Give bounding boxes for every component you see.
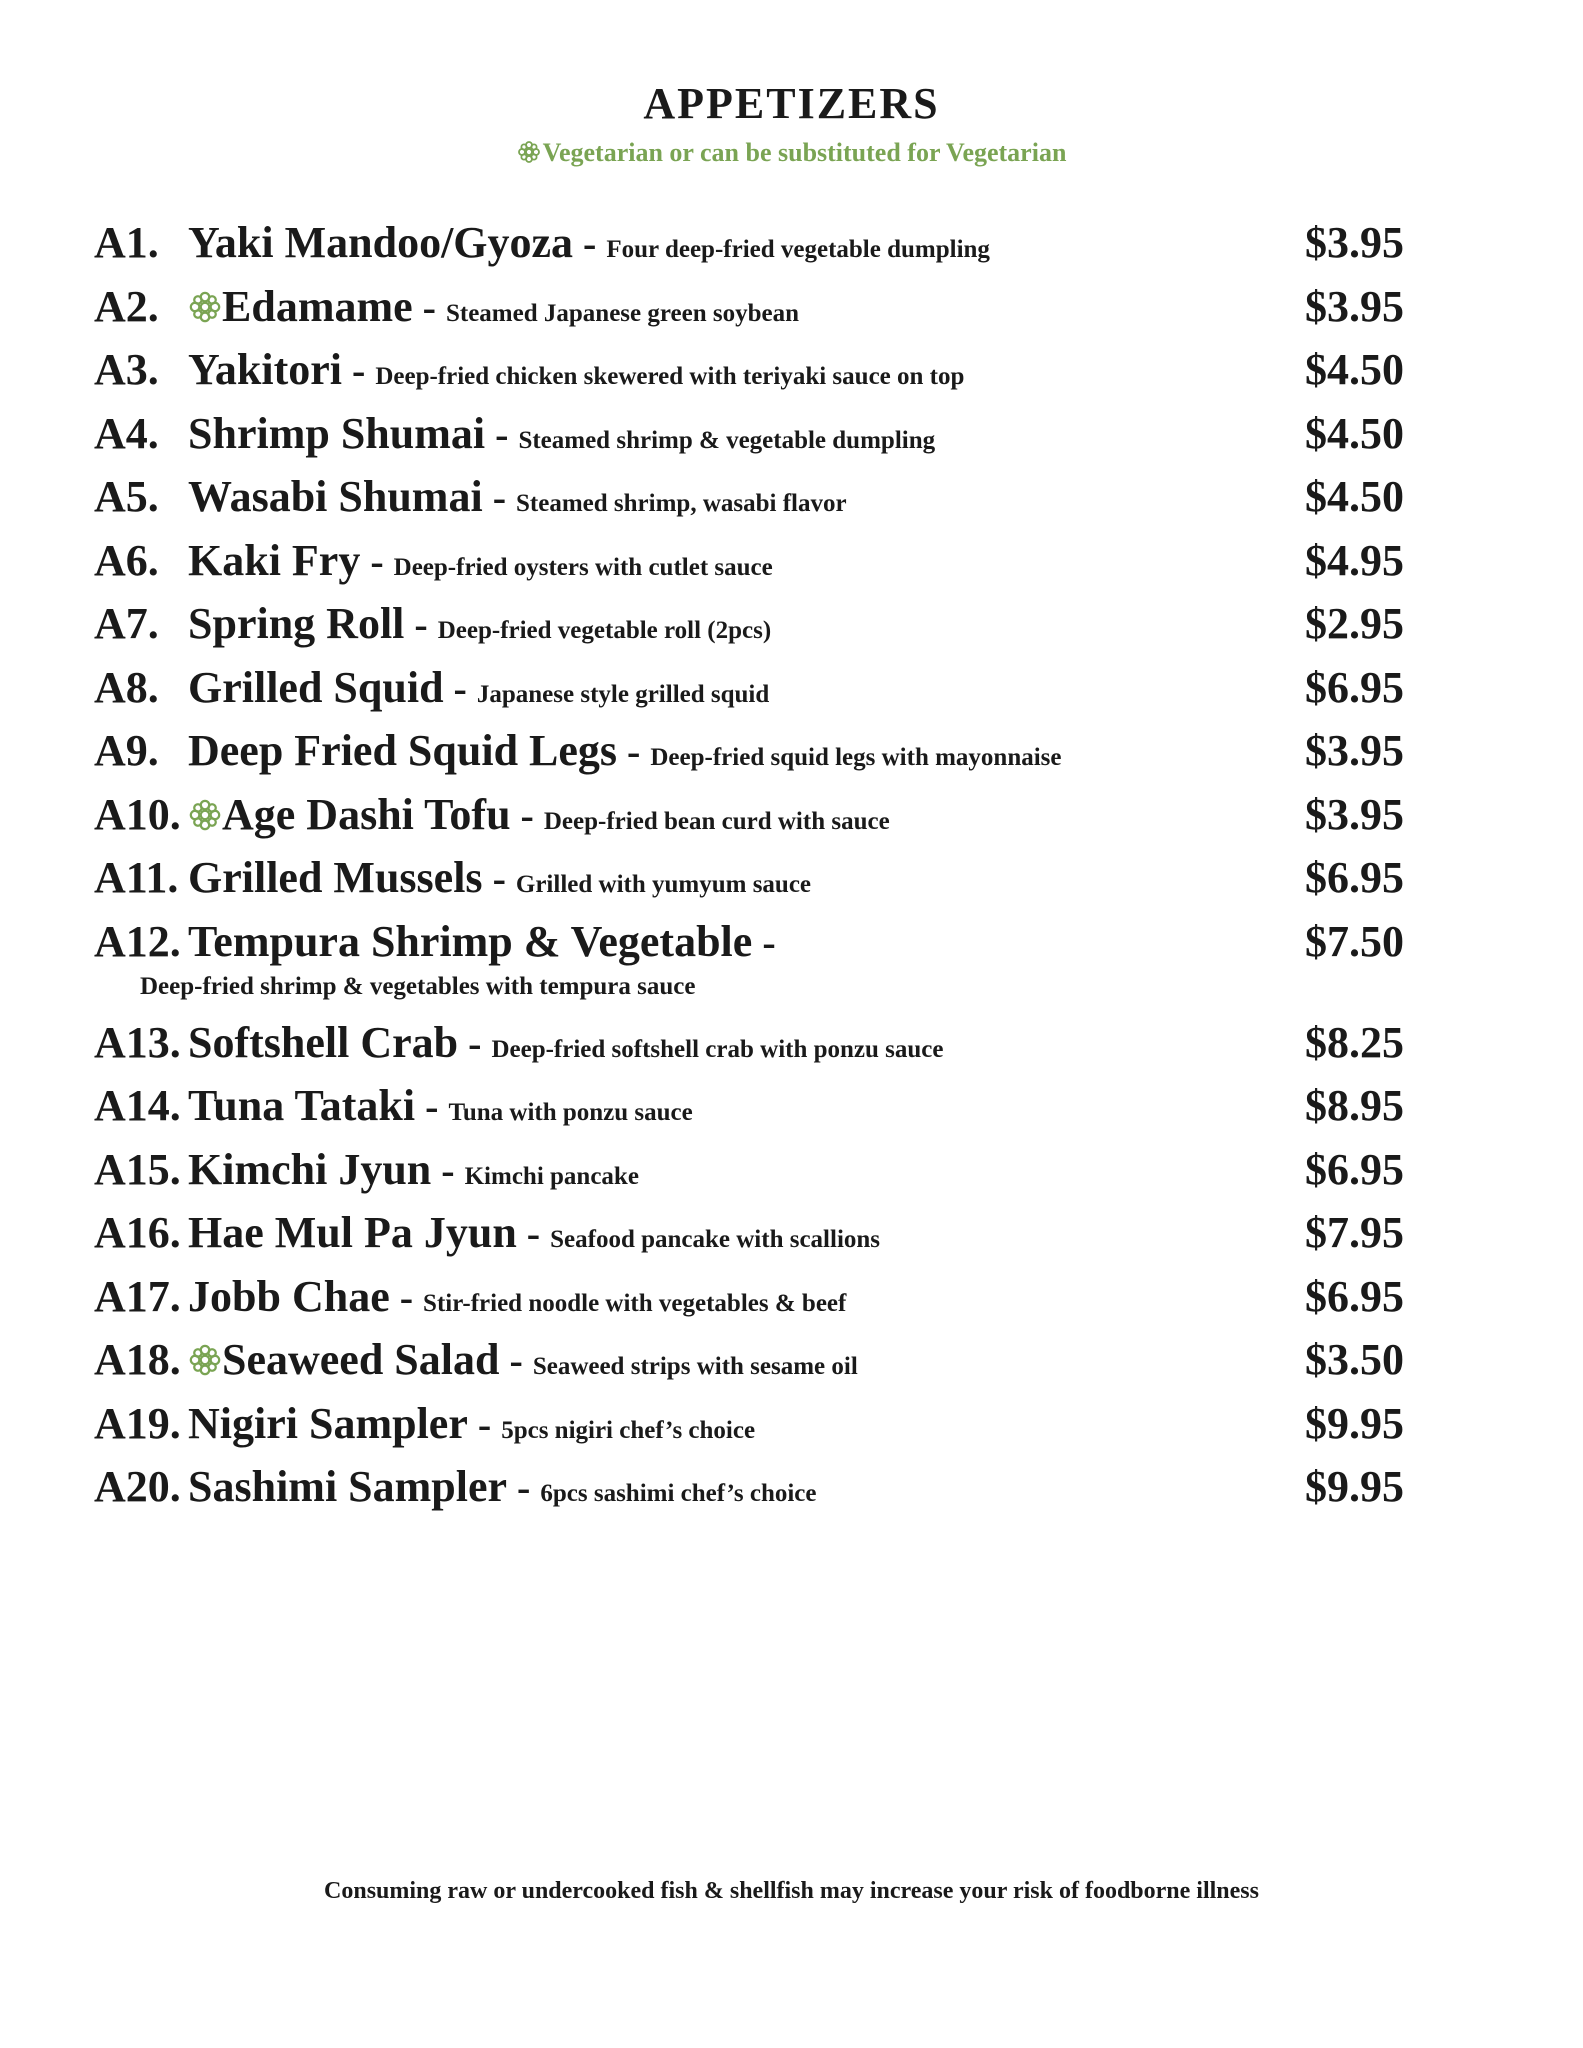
item-separator: - xyxy=(431,1147,465,1193)
item-price: $6.95 xyxy=(1305,662,1404,712)
item-description: Deep-fried shrimp & vegetables with tempura sauce xyxy=(140,972,696,1000)
item-price: $6.95 xyxy=(1305,853,1404,902)
item-separator: - xyxy=(573,221,607,266)
item-main xyxy=(188,215,990,271)
item-main xyxy=(188,469,847,525)
item-separator: - xyxy=(389,1274,424,1320)
item-main xyxy=(188,1142,639,1198)
vegetarian-note-text: Vegetarian or can be substituted for Vegetarian xyxy=(542,138,1067,167)
item-price: $8.95 xyxy=(1305,1081,1404,1130)
item-description: Deep-fried vegetable roll (2pcs) xyxy=(437,617,772,644)
item-price: $6.95 xyxy=(1305,1271,1404,1321)
menu-item xyxy=(94,787,1404,851)
item-separator: - xyxy=(485,411,519,457)
item-main xyxy=(188,1015,944,1071)
item-main xyxy=(188,914,776,970)
item-description: Steamed Japanese green soybean xyxy=(445,299,799,327)
item-price: $3.95 xyxy=(1305,281,1404,331)
item-code: A15. xyxy=(94,1144,181,1194)
item-separator: - xyxy=(467,1401,502,1447)
item-price: $2.95 xyxy=(1305,599,1404,648)
item-code: A1. xyxy=(94,218,159,267)
menu-item xyxy=(94,342,1404,406)
item-name: Hae Mul Pa Jyun xyxy=(188,1208,517,1257)
item-code: A2. xyxy=(94,281,159,331)
item-main xyxy=(188,1205,880,1261)
item-code: A8. xyxy=(94,662,159,712)
item-name: Yaki Mandoo/Gyoza xyxy=(188,218,574,267)
item-name: Tempura Shrimp & Vegetable xyxy=(188,916,753,966)
item-price: $3.95 xyxy=(1305,789,1404,839)
item-description: Steamed shrimp, wasabi flavor xyxy=(516,490,847,517)
item-description: Deep-fried squid legs with mayonnaise xyxy=(650,744,1062,771)
item-code: A14. xyxy=(94,1081,181,1130)
item-description: 5pcs nigiri chef’s choice xyxy=(501,1416,756,1444)
item-main xyxy=(188,660,769,716)
menu-item xyxy=(94,723,1404,787)
item-name: Sashimi Sampler xyxy=(188,1462,508,1511)
menu-item xyxy=(94,1078,1404,1142)
menu-item xyxy=(94,1396,1404,1460)
item-description: Stir-fried noodle with vegetables & beef xyxy=(423,1289,847,1317)
item-description: Deep-fried oysters with cutlet sauce xyxy=(393,553,773,581)
item-description: Tuna with ponzu sauce xyxy=(448,1099,693,1126)
item-code: A4. xyxy=(94,408,159,458)
item-code: A16. xyxy=(94,1208,181,1257)
flower-icon xyxy=(188,290,222,324)
item-price: $7.50 xyxy=(1305,916,1404,966)
item-code: A9. xyxy=(94,726,159,775)
menu-item xyxy=(94,469,1404,533)
item-price: $4.95 xyxy=(1305,535,1404,585)
item-main xyxy=(188,1459,817,1515)
item-code: A7. xyxy=(94,599,159,648)
item-price: $3.95 xyxy=(1305,726,1404,775)
item-price: $7.95 xyxy=(1305,1208,1404,1257)
menu-item xyxy=(94,406,1404,470)
item-name: Tuna Tataki xyxy=(188,1081,416,1130)
flower-icon xyxy=(517,140,541,164)
item-separator: - xyxy=(443,665,477,711)
menu-item xyxy=(94,914,1404,1015)
item-code: A11. xyxy=(94,853,179,902)
item-main xyxy=(188,1078,693,1134)
item-separator: - xyxy=(516,1211,551,1256)
item-name: Deep Fried Squid Legs xyxy=(188,726,618,775)
item-main xyxy=(188,1396,755,1452)
item-separator: - xyxy=(342,348,376,393)
item-name: Jobb Chae xyxy=(188,1271,390,1321)
item-main xyxy=(188,533,773,589)
item-price: $4.50 xyxy=(1305,472,1404,521)
item-description: Steamed shrimp & vegetable dumpling xyxy=(518,426,936,454)
menu-item xyxy=(94,596,1404,660)
menu-item xyxy=(94,1142,1404,1206)
item-name: Seaweed Salad xyxy=(222,1335,500,1384)
item-name: Kimchi Jyun xyxy=(188,1144,432,1194)
menu-item xyxy=(94,1205,1404,1269)
item-separator: - xyxy=(412,284,446,330)
item-name: Yakitori xyxy=(188,345,342,394)
item-separator: - xyxy=(507,1465,541,1510)
item-main xyxy=(188,279,799,335)
item-name: Softshell Crab xyxy=(188,1017,459,1067)
item-main xyxy=(188,723,1062,779)
item-separator: - xyxy=(415,1084,449,1129)
item-price: $3.95 xyxy=(1305,218,1404,267)
item-code: A3. xyxy=(94,345,159,394)
item-code: A19. xyxy=(94,1398,181,1448)
item-description: Japanese style grilled squid xyxy=(476,680,770,708)
item-code: A12. xyxy=(94,916,181,966)
item-price: $3.50 xyxy=(1305,1335,1404,1384)
item-separator: - xyxy=(458,1020,492,1066)
appetizer-list xyxy=(94,215,1404,1523)
item-separator: - xyxy=(510,792,544,838)
item-description: Seaweed strips with sesame oil xyxy=(532,1353,858,1380)
item-description: 6pcs sashimi chef’s choice xyxy=(540,1480,817,1507)
item-separator: - xyxy=(482,475,517,520)
item-separator: - xyxy=(499,1338,533,1383)
item-code: A20. xyxy=(94,1462,181,1511)
item-code: A10. xyxy=(94,789,181,839)
item-name: Grilled Mussels xyxy=(188,853,483,902)
item-description: Deep-fried chicken skewered with teriyaki sauce on top xyxy=(375,363,965,390)
menu-item xyxy=(94,1332,1404,1396)
item-separator: - xyxy=(752,919,776,965)
item-main xyxy=(188,850,811,906)
item-name: Grilled Squid xyxy=(188,662,444,712)
item-separator: - xyxy=(404,602,438,647)
item-price: $9.95 xyxy=(1305,1462,1404,1511)
item-name: Wasabi Shumai xyxy=(188,472,483,521)
item-description: Deep-fried bean curd with sauce xyxy=(543,807,890,835)
item-separator: - xyxy=(360,538,394,584)
item-price: $6.95 xyxy=(1305,1144,1404,1194)
item-main xyxy=(188,342,964,398)
item-price: $4.50 xyxy=(1305,345,1404,394)
item-price: $8.25 xyxy=(1305,1017,1404,1067)
item-description: Four deep-fried vegetable dumpling xyxy=(606,236,990,263)
item-main xyxy=(188,1269,846,1325)
menu-item xyxy=(94,1459,1404,1523)
menu-item xyxy=(94,850,1404,914)
item-price: $4.50 xyxy=(1305,408,1404,458)
item-code: A6. xyxy=(94,535,159,585)
item-main xyxy=(188,1332,858,1388)
item-name: Age Dashi Tofu xyxy=(222,789,511,839)
menu-item xyxy=(94,279,1404,343)
menu-item xyxy=(94,1015,1404,1079)
item-price: $9.95 xyxy=(1305,1398,1404,1448)
item-separator: - xyxy=(617,729,651,774)
item-code: A5. xyxy=(94,472,159,521)
item-main xyxy=(188,596,771,652)
item-description: Deep-fried softshell crab with ponzu sauce xyxy=(491,1035,944,1063)
flower-icon xyxy=(188,798,222,832)
item-separator: - xyxy=(482,856,516,901)
menu-item xyxy=(94,215,1404,279)
item-name: Spring Roll xyxy=(188,599,405,648)
item-main xyxy=(188,406,935,462)
item-description: Kimchi pancake xyxy=(464,1162,639,1190)
food-safety-notice: Consuming raw or undercooked fish & shellfish may increase your risk of foodborne illness xyxy=(324,1878,1259,1904)
menu-title: APPETIZERS xyxy=(643,79,940,128)
item-name: Shrimp Shumai xyxy=(188,408,486,458)
menu-item xyxy=(94,1269,1404,1333)
item-name: Edamame xyxy=(222,281,413,331)
item-name: Nigiri Sampler xyxy=(188,1398,468,1448)
item-description: Seafood pancake with scallions xyxy=(550,1226,881,1253)
item-main xyxy=(188,787,890,843)
item-description: Grilled with yumyum sauce xyxy=(515,871,812,898)
item-code: A17. xyxy=(94,1271,181,1321)
menu-item xyxy=(94,660,1404,724)
flower-icon xyxy=(188,1343,222,1377)
item-code: A18. xyxy=(94,1335,181,1384)
menu-item xyxy=(94,533,1404,597)
vegetarian-note xyxy=(0,138,1583,168)
item-name: Kaki Fry xyxy=(188,535,361,585)
item-code: A13. xyxy=(94,1017,181,1067)
